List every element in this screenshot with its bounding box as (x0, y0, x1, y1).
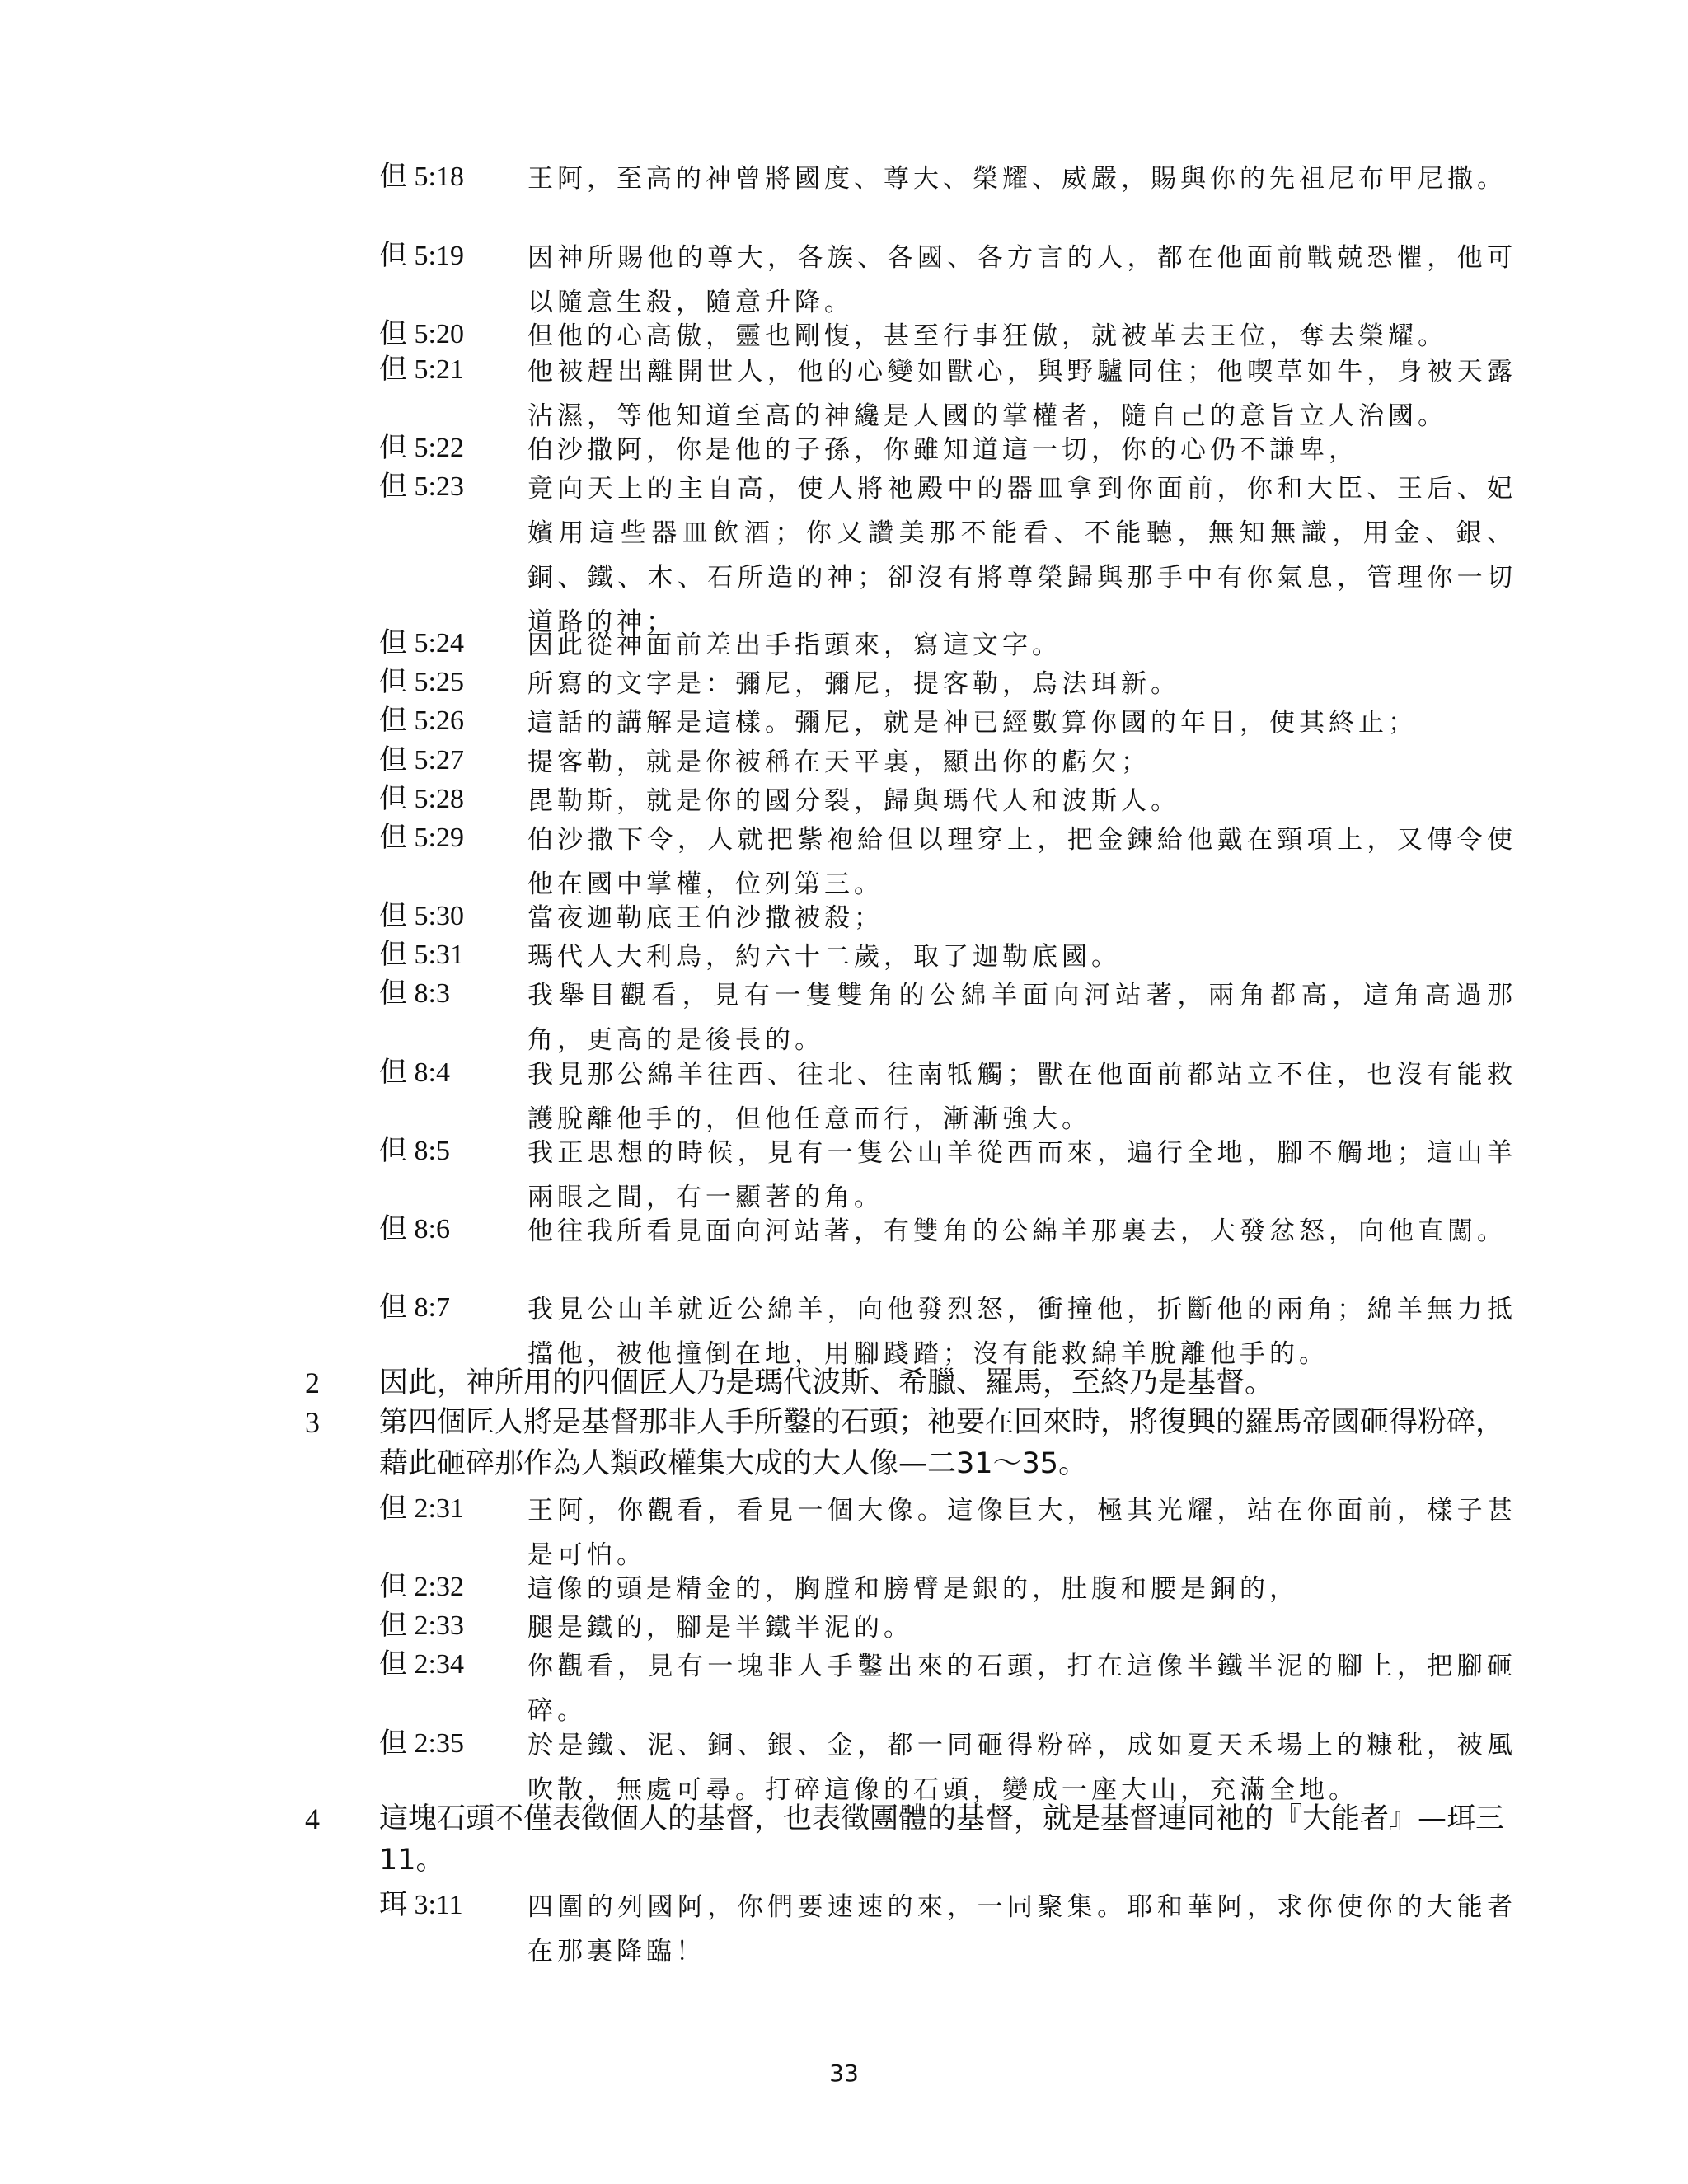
point-number: 2 (305, 1366, 320, 1399)
verse-text: 但他的心高傲，靈也剛愎，甚至行事狂傲，就被革去王位，奪去榮耀。 (528, 321, 1447, 351)
verse-ref: 但 2:33 (379, 1610, 464, 1641)
verse-text: 他被趕出離開世人，他的心變如獸心，與野驢同住；他喫草如牛，身被天露沾濕，等他知道至高的神纔是人國的掌權者，隨自己的意旨立人治國。 (528, 357, 1517, 431)
verse-text: 毘勒斯，就是你的國分裂，歸與瑪代人和波斯人。 (528, 786, 1180, 816)
verse-ref: 但 8:7 (379, 1292, 450, 1323)
verse-text: 瑪代人大利烏，約六十二歲，取了迦勒底國。 (528, 942, 1121, 972)
verse-text: 你觀看，見有一塊非人手鑿出來的石頭，打在這像半鐵半泥的腳上，把腳砸碎。 (528, 1652, 1517, 1726)
verse-ref: 但 5:26 (379, 705, 464, 736)
verse-text: 所寫的文字是：彌尼，彌尼，提客勒，烏法珥新。 (528, 669, 1180, 699)
point-text: 第四個匠人將是基督那非人手所鑿的石頭；祂要在回來時，將復興的羅馬帝國砸得粉碎，藉此砸碎那作為人類政權集大成的大人像—二31～35。 (379, 1406, 1505, 1480)
point-number: 4 (305, 1802, 320, 1835)
verse-text: 提客勒，就是你被稱在天平裏，顯出你的虧欠； (528, 748, 1151, 777)
verse-text: 這像的頭是精金的，胸膛和膀臂是銀的，肚腹和腰是銅的， (528, 1574, 1299, 1604)
verse-text: 王阿，至高的神曾將國度、尊大、榮耀、威嚴，賜與你的先祖尼布甲尼撒。 (528, 164, 1507, 194)
page-number: 33 (829, 2060, 859, 2087)
verse-text: 腿是鐵的，腳是半鐵半泥的。 (528, 1613, 913, 1643)
verse-text: 我見公山羊就近公綿羊，向他發烈怒，衝撞他，折斷他的兩角；綿羊無力抵擋他，被他撞倒在地，用腳踐踏；沒有能救綿羊脫離他手的。 (528, 1295, 1517, 1369)
point-number: 3 (305, 1406, 320, 1439)
verse-ref: 但 5:29 (379, 823, 464, 853)
verse-ref: 但 2:32 (379, 1572, 464, 1602)
verse-text: 於是鐵、泥、銅、銀、金，都一同砸得粉碎，成如夏天禾場上的糠秕，被風吹散，無處可尋。打碎這像的石頭，變成一座大山，充滿全地。 (528, 1731, 1517, 1805)
verse-text: 這話的講解是這樣。彌尼，就是神已經數算你國的年日，使其終止； (528, 708, 1418, 738)
verse-ref: 但 8:4 (379, 1057, 450, 1088)
verse-text: 他往我所看見面向河站著，有雙角的公綿羊那裏去，大發忿怒，向他直闖。 (528, 1216, 1507, 1246)
verse-ref: 但 2:34 (379, 1649, 464, 1680)
verse-ref: 但 2:35 (379, 1728, 464, 1759)
verse-ref: 但 5:31 (379, 940, 464, 970)
verse-text: 王阿，你觀看，看見一個大像。這像巨大，極其光耀，站在你面前，樣子甚是可怕。 (528, 1496, 1517, 1570)
verse-text: 因神所賜他的尊大，各族、各國、各方言的人，都在他面前戰兢恐懼，他可以隨意生殺，隨意升降。 (528, 243, 1517, 317)
verse-text: 因此從神面前差出手指頭來，寫這文字。 (528, 630, 1062, 660)
verse-ref: 但 5:25 (379, 667, 464, 697)
verse-ref: 但 5:30 (379, 901, 464, 931)
verse-ref: 但 5:23 (379, 471, 464, 502)
verse-ref: 但 2:31 (379, 1493, 464, 1524)
verse-ref: 但 8:5 (379, 1136, 450, 1166)
verse-ref: 但 5:18 (379, 162, 464, 192)
verse-ref: 但 5:28 (379, 784, 464, 814)
verse-text: 我正思想的時候，見有一隻公山羊從西而來，遍行全地，腳不觸地；這山羊兩眼之間，有一顯著的角。 (528, 1138, 1517, 1212)
verse-text: 當夜迦勒底王伯沙撒被殺； (528, 903, 884, 933)
verse-ref: 但 5:20 (379, 319, 464, 349)
verse-text: 四圍的列國阿，你們要速速的來，一同聚集。耶和華阿，求你使你的大能者在那裏降臨！ (528, 1892, 1517, 1966)
verse-ref: 但 8:6 (379, 1214, 450, 1244)
verse-ref: 但 8:3 (379, 978, 450, 1009)
point-text: 因此，神所用的四個匠人乃是瑪代波斯、希臘、羅馬，至終乃是基督。 (379, 1366, 1274, 1399)
verse-ref: 但 5:24 (379, 628, 464, 658)
point-text: 這塊石頭不僅表徵個人的基督，也表徵團體的基督，就是基督連同祂的『大能者』—珥三11。 (379, 1802, 1505, 1877)
verse-text: 伯沙撒下令，人就把紫袍給但以理穿上，把金鍊給他戴在頸項上，又傳令使他在國中掌權，位列第三。 (528, 825, 1517, 899)
verse-ref: 但 5:21 (379, 354, 464, 385)
verse-text: 伯沙撒阿，你是他的子孫，你雖知道這一切，你的心仍不謙卑， (528, 435, 1358, 465)
verse-ref: 但 5:22 (379, 433, 464, 463)
verse-text: 我見那公綿羊往西、往北、往南牴觸；獸在他面前都站立不住，也沒有能救護脫離他手的，但他任意而行，漸漸強大。 (528, 1060, 1517, 1134)
verse-ref: 但 5:27 (379, 745, 464, 776)
verse-ref: 但 5:19 (379, 241, 464, 271)
verse-ref: 珥 3:11 (379, 1890, 463, 1920)
verse-text: 竟向天上的主自高，使人將祂殿中的器皿拿到你面前，你和大臣、王后、妃嬪用這些器皿飲酒；你又讚美那不能看、不能聽，無知無識，用金、銀、銅、鐵、木、石所造的神；卻沒有將尊榮歸與那手中有你氣息，管理你一切道路的神； (528, 474, 1517, 637)
verse-text: 我舉目觀看，見有一隻雙角的公綿羊面向河站著，兩角都高，這角高過那角，更高的是後長的。 (528, 981, 1517, 1055)
